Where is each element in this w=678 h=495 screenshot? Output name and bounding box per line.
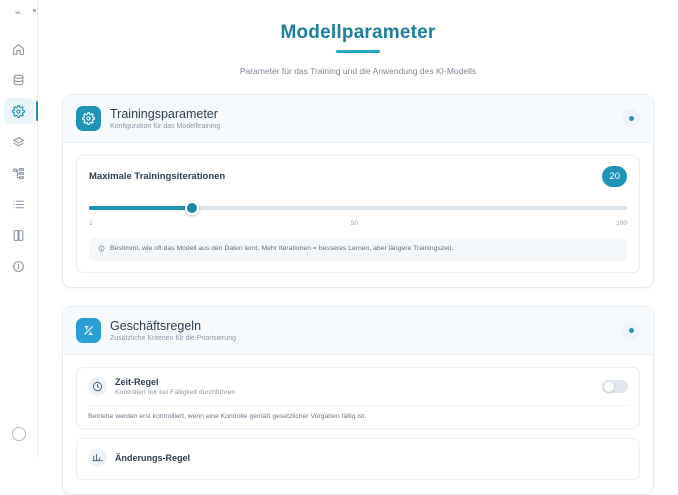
gear-icon bbox=[12, 105, 25, 118]
sidebar-item-book[interactable] bbox=[4, 222, 34, 248]
card-description: Konfiguration für das Modelltraining bbox=[110, 122, 221, 130]
rule-footnote: Betriebe werden erst kontrolliert, wenn eine Kontrolle gemäß gesetzlicher Vorgaben fällig ist. bbox=[88, 405, 628, 428]
rule-text bbox=[115, 377, 602, 396]
brand-logo bbox=[6, 6, 32, 20]
brand-dot-icon bbox=[33, 9, 36, 12]
card-description: Zusätzliche Kriterien für die Priorisierung bbox=[110, 335, 237, 342]
iterations-slider[interactable] bbox=[89, 201, 627, 215]
title-underline bbox=[336, 50, 380, 53]
slider-panel bbox=[76, 155, 640, 274]
card-title: Trainingsparameter bbox=[110, 106, 218, 121]
slider-label: Maximale Trainingsiterationen bbox=[89, 170, 226, 182]
sidebar bbox=[0, 0, 38, 457]
card-header-trainingsparameter[interactable] bbox=[63, 95, 653, 143]
sidebar-item-data[interactable] bbox=[4, 67, 34, 93]
clock-icon bbox=[88, 377, 107, 396]
card-head-text bbox=[110, 319, 622, 342]
collapse-dot-icon bbox=[629, 116, 634, 121]
page-subtitle: Parameter für das Training und die Anwendung des KI-Modells bbox=[239, 65, 477, 76]
sitemap-icon bbox=[12, 167, 25, 180]
slider-header bbox=[89, 166, 627, 187]
rule-title: Änderungs-Regel bbox=[115, 452, 191, 463]
book-icon bbox=[12, 229, 25, 242]
gear-icon bbox=[76, 106, 101, 131]
sidebar-item-info[interactable] bbox=[4, 253, 34, 279]
slider-hint-text: Bestimmt, wie oft das Modell aus den Daten lernt. Mehr Iterationen = besseres Lernen, aber längere Trainingszeit. bbox=[110, 244, 454, 252]
rule-row-aenderungs-regel bbox=[76, 438, 640, 480]
slider-fill bbox=[89, 206, 192, 210]
home-icon bbox=[12, 43, 25, 56]
slider-hint bbox=[89, 238, 627, 262]
sidebar-item-home[interactable] bbox=[4, 36, 34, 62]
toggle-knob bbox=[604, 382, 614, 392]
card-body-trainingsparameter bbox=[63, 143, 653, 288]
rules-icon bbox=[76, 318, 101, 343]
card-trainingsparameter bbox=[62, 94, 654, 289]
slider-min-label: 1 bbox=[89, 219, 93, 227]
main-content bbox=[38, 0, 678, 463]
sidebar-item-hierarchy[interactable] bbox=[4, 160, 34, 186]
layers-icon bbox=[12, 136, 25, 149]
slider-mid-label: 50 bbox=[350, 219, 358, 227]
card-collapse-button[interactable] bbox=[622, 109, 640, 127]
sidebar-item-list[interactable] bbox=[4, 191, 34, 217]
info-icon bbox=[98, 245, 105, 255]
sidebar-item-settings[interactable] bbox=[4, 98, 34, 124]
slider-value-badge: 20 bbox=[602, 166, 627, 187]
collapse-dot-icon bbox=[629, 328, 634, 333]
card-header-geschaeftsregeln[interactable] bbox=[63, 307, 653, 355]
slider-thumb[interactable] bbox=[185, 201, 199, 215]
rule-description: Kontrollen nur bei Fälligkeit durchführen bbox=[115, 389, 236, 396]
chart-icon bbox=[88, 448, 107, 467]
slider-scale bbox=[89, 220, 627, 227]
rule-header bbox=[88, 448, 628, 467]
page-title: Modellparameter bbox=[280, 22, 436, 43]
rule-text bbox=[115, 453, 628, 463]
avatar-icon[interactable] bbox=[12, 427, 26, 441]
info-icon bbox=[12, 260, 25, 273]
rule-toggle-zeit-regel[interactable] bbox=[602, 380, 628, 393]
card-head-text bbox=[110, 107, 622, 130]
rule-row-zeit-regel bbox=[76, 367, 640, 429]
slider-max-label: 100 bbox=[616, 219, 627, 227]
sidebar-item-models[interactable] bbox=[4, 129, 34, 155]
card-body-geschaeftsregeln bbox=[63, 355, 653, 494]
card-title: Geschäftsregeln bbox=[110, 319, 202, 333]
card-geschaeftsregeln bbox=[62, 306, 654, 495]
rule-header bbox=[88, 377, 628, 396]
rule-title: Zeit-Regel bbox=[115, 377, 159, 387]
list-icon bbox=[12, 198, 25, 211]
brand-label: ML bbox=[15, 9, 22, 15]
database-icon bbox=[12, 74, 25, 87]
card-collapse-button[interactable] bbox=[622, 322, 640, 340]
